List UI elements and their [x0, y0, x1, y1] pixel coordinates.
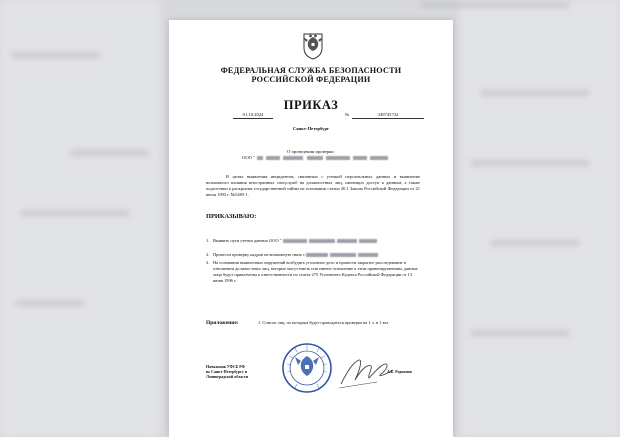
redaction [307, 156, 323, 160]
order-item-number: 2. [206, 252, 210, 257]
signer-position-line3: Ленинградской области [206, 375, 249, 379]
order-item-number: 1. [206, 238, 210, 243]
coat-of-arms-icon [300, 30, 326, 60]
background-blur-line [480, 90, 590, 96]
redaction [370, 156, 388, 160]
signer-position [206, 365, 266, 380]
background-blur-line [470, 160, 590, 166]
redaction [353, 156, 367, 160]
document-date: 01.10.2024 [233, 112, 273, 119]
organization-name-line2: РОССИЙСКОЙ ФЕДЕРАЦИИ [251, 75, 371, 84]
background-blur-line [470, 330, 570, 336]
document-city: Санкт-Петербург [292, 126, 330, 131]
background-blur-line [70, 150, 150, 156]
order-item-1 [206, 238, 420, 244]
redaction [283, 156, 303, 160]
subject-org-prefix: ООО " [242, 155, 255, 160]
background-blur-line [420, 2, 570, 8]
document-number-label: № [345, 112, 350, 117]
order-item-3 [206, 260, 420, 284]
order-item-2 [206, 252, 420, 258]
attachment-text: 1. Список лиц, по которым будет проводиться проверка на 1 л. в 1 экз. [258, 320, 390, 325]
signer-position-line2: по Санкт-Петербургу и [206, 370, 247, 374]
redaction [306, 253, 328, 257]
order-item-text: На основании выявленных нарушений возбудить уголовное дело и провести закрытое расследование в отношении должностных лиц, которые могут иметь или имеют отношение к этим правонарушениям, данные лица будут привлечены к ответственности по статье 275 Уголовного Кодекса Российской Федерации от 13 июня 1996 г. [213, 260, 418, 283]
redaction [266, 156, 280, 160]
background-blur-line [20, 210, 130, 216]
subject-organization [242, 155, 402, 161]
order-item-text: Провести проверку кадров на возможную связь с [213, 252, 305, 257]
redaction [330, 253, 356, 257]
attachment-label: Приложение: [206, 320, 239, 326]
official-seal-icon [281, 342, 333, 394]
order-heading: ПРИКАЗЫВАЮ: [206, 213, 257, 220]
redaction [257, 156, 263, 160]
background-blur-line [490, 240, 580, 246]
redaction [359, 239, 377, 243]
signer-position-line1: Начальник УФСБ РФ [206, 365, 245, 369]
background-right [460, 0, 620, 437]
organization-name-line1: ФЕДЕРАЛЬНАЯ СЛУЖБА БЕЗОПАСНОСТИ [220, 66, 402, 75]
redaction [337, 239, 357, 243]
redaction [358, 253, 378, 257]
redaction [283, 239, 307, 243]
signer-name: А.Б. Родионов [387, 370, 412, 374]
background-blur-line [15, 300, 85, 306]
order-item-text: Выявить пути утечки данных ООО " [213, 238, 282, 243]
preamble-text: В целях выявления инцидентов, связанных с утечкой персональных данных и выявление возможного влияния иностранных спецслужб на должностных лиц, имеющих доступ к данным, а также подготовки к раскрытия государственной тайны на основании статьи 30.1 Закона Российской Федерации от 21 июля 1993 г. №5485-1. [206, 174, 420, 197]
background-blur-line [10, 52, 100, 58]
redaction [326, 156, 350, 160]
document-number: 349745732 [352, 112, 424, 119]
document-title: ПРИКАЗ [283, 98, 339, 112]
background-left [0, 0, 160, 437]
subject-heading: О проведении проверки [287, 149, 334, 154]
order-item-number: 3. [206, 260, 210, 265]
document-page [169, 20, 453, 437]
redaction [309, 239, 335, 243]
